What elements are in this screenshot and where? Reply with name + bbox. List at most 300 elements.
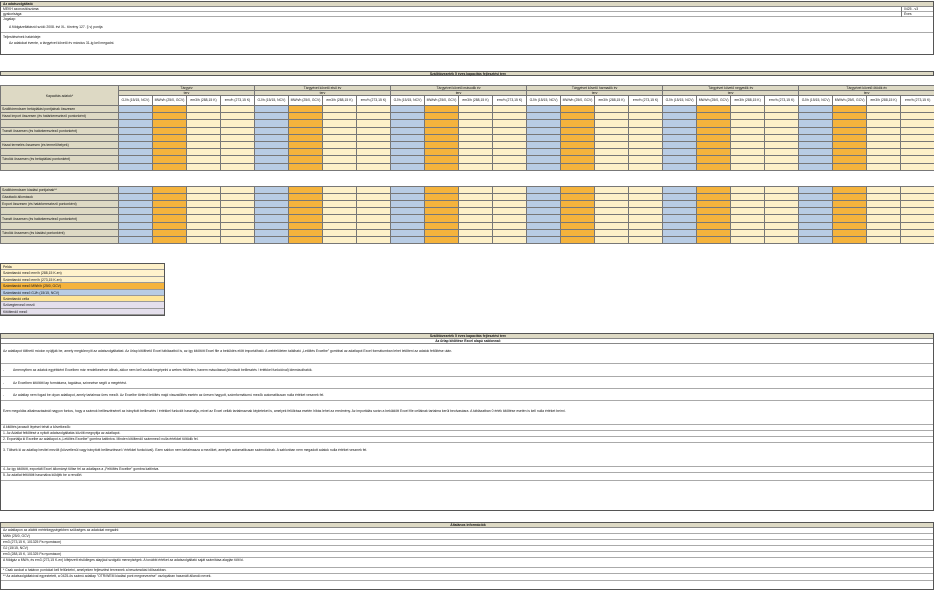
capacity-input-cell[interactable]	[629, 222, 663, 229]
capacity-input-cell[interactable]	[799, 127, 833, 134]
capacity-input-cell[interactable]	[765, 156, 799, 163]
capacity-input-cell[interactable]	[663, 113, 697, 120]
capacity-input-cell[interactable]	[187, 149, 221, 156]
capacity-input-cell[interactable]	[255, 156, 289, 163]
capacity-input-cell[interactable]	[357, 237, 391, 244]
capacity-input-cell[interactable]	[901, 134, 934, 141]
capacity-input-cell[interactable]	[323, 120, 357, 127]
capacity-input-cell[interactable]	[731, 222, 765, 229]
capacity-input-cell[interactable]	[323, 215, 357, 222]
capacity-input-cell[interactable]	[527, 120, 561, 127]
capacity-input-cell[interactable]	[595, 237, 629, 244]
capacity-input-cell[interactable]	[493, 149, 527, 156]
capacity-input-cell[interactable]	[833, 113, 867, 120]
capacity-input-cell[interactable]	[289, 156, 323, 163]
capacity-input-cell[interactable]	[663, 215, 697, 222]
capacity-input-cell[interactable]	[187, 237, 221, 244]
capacity-input-cell[interactable]	[697, 134, 731, 141]
capacity-input-cell[interactable]	[527, 141, 561, 148]
capacity-input-cell[interactable]	[901, 201, 934, 208]
capacity-input-cell[interactable]	[289, 149, 323, 156]
capacity-input-cell[interactable]	[221, 127, 255, 134]
capacity-input-cell[interactable]	[833, 237, 867, 244]
capacity-input-cell[interactable]	[561, 113, 595, 120]
capacity-input-cell[interactable]	[493, 201, 527, 208]
capacity-input-cell[interactable]	[731, 106, 765, 113]
capacity-input-cell[interactable]	[527, 149, 561, 156]
capacity-input-cell[interactable]	[527, 208, 561, 215]
capacity-input-cell[interactable]	[357, 222, 391, 229]
capacity-input-cell[interactable]	[901, 229, 934, 236]
capacity-input-cell[interactable]	[731, 186, 765, 193]
capacity-input-cell[interactable]	[493, 156, 527, 163]
capacity-input-cell[interactable]	[799, 149, 833, 156]
capacity-input-cell[interactable]	[595, 141, 629, 148]
capacity-input-cell[interactable]	[527, 113, 561, 120]
capacity-input-cell[interactable]	[255, 106, 289, 113]
capacity-input-cell[interactable]	[391, 134, 425, 141]
capacity-input-cell[interactable]	[697, 186, 731, 193]
capacity-input-cell[interactable]	[629, 156, 663, 163]
capacity-input-cell[interactable]	[255, 186, 289, 193]
capacity-input-cell[interactable]	[255, 229, 289, 236]
capacity-input-cell[interactable]	[629, 215, 663, 222]
capacity-input-cell[interactable]	[391, 120, 425, 127]
capacity-input-cell[interactable]	[221, 193, 255, 200]
capacity-input-cell[interactable]	[697, 106, 731, 113]
capacity-input-cell[interactable]	[255, 215, 289, 222]
capacity-input-cell[interactable]	[663, 120, 697, 127]
capacity-input-cell[interactable]	[493, 222, 527, 229]
capacity-input-cell[interactable]	[323, 106, 357, 113]
capacity-input-cell[interactable]	[289, 163, 323, 170]
capacity-input-cell[interactable]	[391, 222, 425, 229]
capacity-input-cell[interactable]	[391, 156, 425, 163]
capacity-input-cell[interactable]	[595, 193, 629, 200]
capacity-input-cell[interactable]	[901, 113, 934, 120]
capacity-input-cell[interactable]	[425, 127, 459, 134]
capacity-input-cell[interactable]	[323, 134, 357, 141]
capacity-input-cell[interactable]	[493, 193, 527, 200]
capacity-input-cell[interactable]	[425, 106, 459, 113]
capacity-input-cell[interactable]	[357, 193, 391, 200]
capacity-input-cell[interactable]	[731, 127, 765, 134]
capacity-input-cell[interactable]	[119, 156, 153, 163]
capacity-input-cell[interactable]	[289, 229, 323, 236]
capacity-input-cell[interactable]	[459, 201, 493, 208]
capacity-input-cell[interactable]	[629, 193, 663, 200]
capacity-input-cell[interactable]	[459, 141, 493, 148]
capacity-input-cell[interactable]	[187, 222, 221, 229]
capacity-input-cell[interactable]	[357, 141, 391, 148]
capacity-input-cell[interactable]	[153, 208, 187, 215]
capacity-input-cell[interactable]	[867, 106, 901, 113]
capacity-input-cell[interactable]	[153, 113, 187, 120]
capacity-input-cell[interactable]	[289, 215, 323, 222]
capacity-input-cell[interactable]	[595, 127, 629, 134]
capacity-input-cell[interactable]	[221, 186, 255, 193]
capacity-input-cell[interactable]	[323, 237, 357, 244]
capacity-input-cell[interactable]	[595, 222, 629, 229]
capacity-input-cell[interactable]	[527, 222, 561, 229]
capacity-input-cell[interactable]	[561, 141, 595, 148]
capacity-input-cell[interactable]	[459, 113, 493, 120]
capacity-input-cell[interactable]	[901, 120, 934, 127]
capacity-input-cell[interactable]	[561, 222, 595, 229]
capacity-input-cell[interactable]	[289, 193, 323, 200]
capacity-input-cell[interactable]	[459, 149, 493, 156]
capacity-input-cell[interactable]	[901, 106, 934, 113]
capacity-input-cell[interactable]	[629, 141, 663, 148]
capacity-input-cell[interactable]	[323, 149, 357, 156]
capacity-input-cell[interactable]	[697, 127, 731, 134]
capacity-input-cell[interactable]	[391, 127, 425, 134]
capacity-input-cell[interactable]	[119, 186, 153, 193]
capacity-input-cell[interactable]	[765, 186, 799, 193]
capacity-input-cell[interactable]	[289, 186, 323, 193]
capacity-input-cell[interactable]	[493, 113, 527, 120]
capacity-input-cell[interactable]	[323, 229, 357, 236]
capacity-input-cell[interactable]	[425, 163, 459, 170]
capacity-input-cell[interactable]	[527, 215, 561, 222]
capacity-input-cell[interactable]	[731, 163, 765, 170]
capacity-input-cell[interactable]	[323, 141, 357, 148]
capacity-input-cell[interactable]	[187, 120, 221, 127]
capacity-input-cell[interactable]	[425, 222, 459, 229]
capacity-input-cell[interactable]	[425, 193, 459, 200]
capacity-input-cell[interactable]	[731, 113, 765, 120]
capacity-input-cell[interactable]	[731, 193, 765, 200]
capacity-input-cell[interactable]	[119, 120, 153, 127]
capacity-input-cell[interactable]	[391, 186, 425, 193]
capacity-input-cell[interactable]	[459, 163, 493, 170]
capacity-input-cell[interactable]	[187, 163, 221, 170]
capacity-input-cell[interactable]	[799, 134, 833, 141]
capacity-input-cell[interactable]	[289, 106, 323, 113]
capacity-input-cell[interactable]	[289, 201, 323, 208]
capacity-input-cell[interactable]	[119, 237, 153, 244]
capacity-input-cell[interactable]	[561, 215, 595, 222]
capacity-input-cell[interactable]	[731, 237, 765, 244]
capacity-input-cell[interactable]	[425, 229, 459, 236]
capacity-input-cell[interactable]	[289, 237, 323, 244]
capacity-input-cell[interactable]	[731, 141, 765, 148]
capacity-input-cell[interactable]	[493, 127, 527, 134]
capacity-input-cell[interactable]	[561, 120, 595, 127]
capacity-input-cell[interactable]	[901, 222, 934, 229]
capacity-input-cell[interactable]	[799, 237, 833, 244]
capacity-input-cell[interactable]	[357, 127, 391, 134]
capacity-input-cell[interactable]	[697, 215, 731, 222]
capacity-input-cell[interactable]	[459, 237, 493, 244]
capacity-input-cell[interactable]	[493, 134, 527, 141]
capacity-input-cell[interactable]	[493, 163, 527, 170]
capacity-input-cell[interactable]	[391, 229, 425, 236]
capacity-input-cell[interactable]	[459, 193, 493, 200]
capacity-input-cell[interactable]	[765, 134, 799, 141]
capacity-input-cell[interactable]	[119, 208, 153, 215]
capacity-input-cell[interactable]	[765, 163, 799, 170]
capacity-input-cell[interactable]	[561, 201, 595, 208]
capacity-input-cell[interactable]	[595, 134, 629, 141]
capacity-input-cell[interactable]	[221, 141, 255, 148]
capacity-input-cell[interactable]	[357, 113, 391, 120]
capacity-input-cell[interactable]	[527, 134, 561, 141]
capacity-input-cell[interactable]	[765, 237, 799, 244]
capacity-input-cell[interactable]	[731, 229, 765, 236]
capacity-input-cell[interactable]	[697, 193, 731, 200]
capacity-input-cell[interactable]	[391, 163, 425, 170]
capacity-input-cell[interactable]	[221, 134, 255, 141]
capacity-input-cell[interactable]	[901, 215, 934, 222]
capacity-input-cell[interactable]	[901, 237, 934, 244]
capacity-input-cell[interactable]	[561, 186, 595, 193]
capacity-input-cell[interactable]	[493, 120, 527, 127]
capacity-input-cell[interactable]	[833, 106, 867, 113]
capacity-input-cell[interactable]	[765, 215, 799, 222]
capacity-input-cell[interactable]	[323, 222, 357, 229]
capacity-input-cell[interactable]	[187, 127, 221, 134]
capacity-input-cell[interactable]	[493, 215, 527, 222]
capacity-input-cell[interactable]	[833, 215, 867, 222]
capacity-input-cell[interactable]	[663, 149, 697, 156]
capacity-input-cell[interactable]	[357, 134, 391, 141]
capacity-input-cell[interactable]	[323, 127, 357, 134]
capacity-input-cell[interactable]	[255, 141, 289, 148]
capacity-input-cell[interactable]	[527, 156, 561, 163]
capacity-input-cell[interactable]	[425, 113, 459, 120]
capacity-input-cell[interactable]	[901, 163, 934, 170]
capacity-input-cell[interactable]	[153, 215, 187, 222]
capacity-input-cell[interactable]	[323, 201, 357, 208]
capacity-input-cell[interactable]	[867, 113, 901, 120]
capacity-input-cell[interactable]	[255, 113, 289, 120]
capacity-input-cell[interactable]	[221, 156, 255, 163]
capacity-input-cell[interactable]	[833, 120, 867, 127]
capacity-input-cell[interactable]	[663, 201, 697, 208]
capacity-input-cell[interactable]	[799, 215, 833, 222]
capacity-input-cell[interactable]	[799, 193, 833, 200]
capacity-input-cell[interactable]	[867, 163, 901, 170]
capacity-input-cell[interactable]	[221, 149, 255, 156]
capacity-input-cell[interactable]	[255, 163, 289, 170]
capacity-input-cell[interactable]	[323, 193, 357, 200]
capacity-input-cell[interactable]	[119, 149, 153, 156]
capacity-input-cell[interactable]	[663, 163, 697, 170]
capacity-input-cell[interactable]	[221, 113, 255, 120]
capacity-input-cell[interactable]	[595, 106, 629, 113]
capacity-input-cell[interactable]	[527, 229, 561, 236]
capacity-input-cell[interactable]	[867, 208, 901, 215]
capacity-input-cell[interactable]	[765, 193, 799, 200]
capacity-input-cell[interactable]	[765, 127, 799, 134]
capacity-input-cell[interactable]	[867, 141, 901, 148]
capacity-input-cell[interactable]	[119, 141, 153, 148]
capacity-input-cell[interactable]	[595, 215, 629, 222]
capacity-input-cell[interactable]	[799, 186, 833, 193]
capacity-input-cell[interactable]	[629, 186, 663, 193]
capacity-input-cell[interactable]	[867, 215, 901, 222]
capacity-input-cell[interactable]	[527, 237, 561, 244]
capacity-input-cell[interactable]	[493, 186, 527, 193]
capacity-input-cell[interactable]	[357, 229, 391, 236]
capacity-input-cell[interactable]	[731, 149, 765, 156]
capacity-input-cell[interactable]	[901, 156, 934, 163]
capacity-input-cell[interactable]	[391, 193, 425, 200]
capacity-input-cell[interactable]	[697, 237, 731, 244]
capacity-input-cell[interactable]	[867, 186, 901, 193]
capacity-input-cell[interactable]	[833, 201, 867, 208]
capacity-input-cell[interactable]	[765, 208, 799, 215]
capacity-input-cell[interactable]	[595, 120, 629, 127]
capacity-input-cell[interactable]	[663, 229, 697, 236]
capacity-input-cell[interactable]	[629, 127, 663, 134]
capacity-input-cell[interactable]	[527, 127, 561, 134]
capacity-input-cell[interactable]	[119, 163, 153, 170]
capacity-input-cell[interactable]	[901, 208, 934, 215]
capacity-input-cell[interactable]	[323, 156, 357, 163]
capacity-input-cell[interactable]	[289, 113, 323, 120]
capacity-input-cell[interactable]	[357, 215, 391, 222]
capacity-input-cell[interactable]	[901, 149, 934, 156]
capacity-input-cell[interactable]	[187, 106, 221, 113]
capacity-input-cell[interactable]	[833, 163, 867, 170]
capacity-input-cell[interactable]	[425, 149, 459, 156]
capacity-input-cell[interactable]	[561, 163, 595, 170]
capacity-input-cell[interactable]	[697, 113, 731, 120]
capacity-input-cell[interactable]	[765, 113, 799, 120]
capacity-input-cell[interactable]	[357, 149, 391, 156]
capacity-input-cell[interactable]	[799, 201, 833, 208]
capacity-input-cell[interactable]	[357, 186, 391, 193]
capacity-input-cell[interactable]	[595, 208, 629, 215]
capacity-input-cell[interactable]	[629, 113, 663, 120]
capacity-input-cell[interactable]	[867, 229, 901, 236]
capacity-input-cell[interactable]	[629, 201, 663, 208]
capacity-input-cell[interactable]	[289, 208, 323, 215]
capacity-input-cell[interactable]	[867, 127, 901, 134]
capacity-input-cell[interactable]	[629, 163, 663, 170]
capacity-input-cell[interactable]	[255, 208, 289, 215]
capacity-input-cell[interactable]	[153, 149, 187, 156]
capacity-input-cell[interactable]	[459, 229, 493, 236]
capacity-input-cell[interactable]	[221, 163, 255, 170]
capacity-input-cell[interactable]	[561, 193, 595, 200]
capacity-input-cell[interactable]	[391, 208, 425, 215]
capacity-input-cell[interactable]	[629, 229, 663, 236]
capacity-input-cell[interactable]	[833, 186, 867, 193]
capacity-input-cell[interactable]	[663, 127, 697, 134]
capacity-input-cell[interactable]	[561, 106, 595, 113]
capacity-input-cell[interactable]	[459, 186, 493, 193]
capacity-input-cell[interactable]	[425, 186, 459, 193]
capacity-input-cell[interactable]	[323, 163, 357, 170]
capacity-input-cell[interactable]	[323, 208, 357, 215]
capacity-input-cell[interactable]	[221, 201, 255, 208]
capacity-input-cell[interactable]	[833, 208, 867, 215]
capacity-input-cell[interactable]	[221, 106, 255, 113]
capacity-input-cell[interactable]	[527, 186, 561, 193]
capacity-input-cell[interactable]	[629, 237, 663, 244]
capacity-input-cell[interactable]	[901, 186, 934, 193]
capacity-input-cell[interactable]	[697, 141, 731, 148]
capacity-input-cell[interactable]	[595, 149, 629, 156]
capacity-input-cell[interactable]	[459, 208, 493, 215]
capacity-input-cell[interactable]	[221, 120, 255, 127]
capacity-input-cell[interactable]	[595, 113, 629, 120]
capacity-input-cell[interactable]	[153, 201, 187, 208]
capacity-input-cell[interactable]	[595, 156, 629, 163]
capacity-input-cell[interactable]	[731, 201, 765, 208]
capacity-input-cell[interactable]	[357, 106, 391, 113]
capacity-input-cell[interactable]	[731, 215, 765, 222]
capacity-input-cell[interactable]	[765, 106, 799, 113]
capacity-input-cell[interactable]	[697, 208, 731, 215]
capacity-input-cell[interactable]	[119, 113, 153, 120]
capacity-input-cell[interactable]	[425, 120, 459, 127]
capacity-input-cell[interactable]	[119, 193, 153, 200]
capacity-input-cell[interactable]	[425, 156, 459, 163]
capacity-input-cell[interactable]	[289, 141, 323, 148]
capacity-input-cell[interactable]	[493, 237, 527, 244]
capacity-input-cell[interactable]	[527, 163, 561, 170]
capacity-input-cell[interactable]	[799, 208, 833, 215]
capacity-input-cell[interactable]	[153, 237, 187, 244]
capacity-input-cell[interactable]	[901, 141, 934, 148]
capacity-input-cell[interactable]	[153, 141, 187, 148]
capacity-input-cell[interactable]	[119, 106, 153, 113]
capacity-input-cell[interactable]	[221, 237, 255, 244]
capacity-input-cell[interactable]	[459, 215, 493, 222]
capacity-input-cell[interactable]	[833, 141, 867, 148]
capacity-input-cell[interactable]	[255, 149, 289, 156]
capacity-input-cell[interactable]	[255, 134, 289, 141]
capacity-input-cell[interactable]	[425, 134, 459, 141]
capacity-input-cell[interactable]	[289, 134, 323, 141]
capacity-input-cell[interactable]	[425, 215, 459, 222]
capacity-input-cell[interactable]	[221, 229, 255, 236]
capacity-input-cell[interactable]	[663, 134, 697, 141]
capacity-input-cell[interactable]	[663, 156, 697, 163]
capacity-input-cell[interactable]	[425, 141, 459, 148]
capacity-input-cell[interactable]	[153, 156, 187, 163]
capacity-input-cell[interactable]	[697, 201, 731, 208]
capacity-input-cell[interactable]	[799, 106, 833, 113]
capacity-input-cell[interactable]	[289, 120, 323, 127]
capacity-input-cell[interactable]	[221, 215, 255, 222]
capacity-input-cell[interactable]	[731, 208, 765, 215]
capacity-input-cell[interactable]	[187, 229, 221, 236]
capacity-input-cell[interactable]	[561, 134, 595, 141]
capacity-input-cell[interactable]	[867, 193, 901, 200]
capacity-input-cell[interactable]	[799, 120, 833, 127]
capacity-input-cell[interactable]	[255, 127, 289, 134]
capacity-input-cell[interactable]	[459, 120, 493, 127]
capacity-input-cell[interactable]	[255, 237, 289, 244]
capacity-input-cell[interactable]	[629, 208, 663, 215]
capacity-input-cell[interactable]	[493, 229, 527, 236]
capacity-input-cell[interactable]	[799, 156, 833, 163]
capacity-input-cell[interactable]	[153, 163, 187, 170]
capacity-input-cell[interactable]	[357, 163, 391, 170]
capacity-input-cell[interactable]	[833, 193, 867, 200]
capacity-input-cell[interactable]	[867, 237, 901, 244]
capacity-input-cell[interactable]	[867, 134, 901, 141]
capacity-input-cell[interactable]	[153, 127, 187, 134]
capacity-input-cell[interactable]	[629, 120, 663, 127]
capacity-input-cell[interactable]	[595, 201, 629, 208]
capacity-input-cell[interactable]	[833, 149, 867, 156]
